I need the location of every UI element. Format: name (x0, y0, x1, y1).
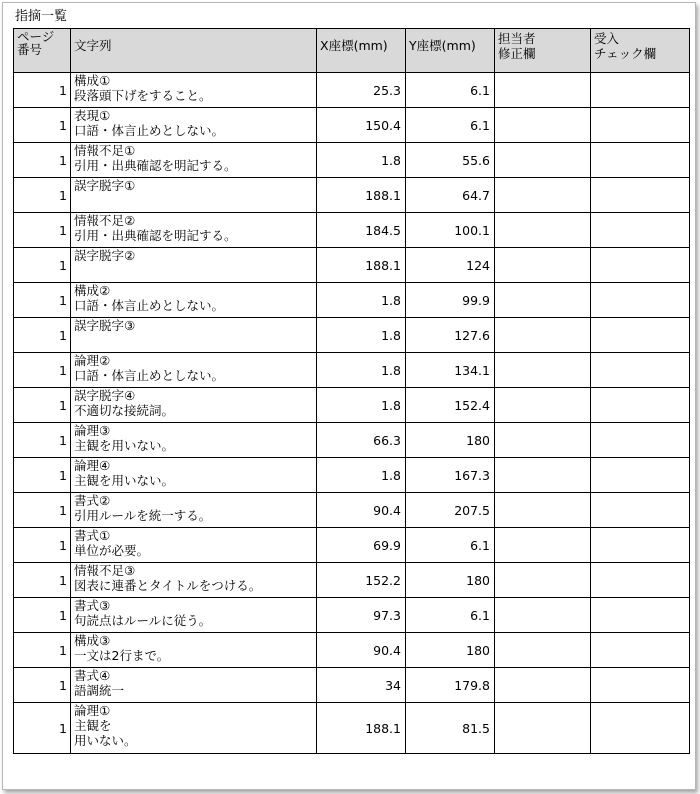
table-row (14, 528, 690, 563)
person-fix-cell[interactable] (495, 248, 591, 283)
receive-check-cell[interactable] (591, 213, 690, 248)
header-page-number: ページ 番号 (14, 29, 71, 73)
person-fix-cell[interactable] (495, 633, 591, 668)
page-number-cell: 1 (14, 528, 71, 563)
y-coordinate-cell: 81.5 (406, 703, 495, 754)
person-fix-cell[interactable] (495, 283, 591, 318)
x-coordinate-cell: 1.8 (317, 283, 406, 318)
text-cell (71, 73, 317, 108)
table-row (14, 213, 690, 248)
x-coordinate-cell: 184.5 (317, 213, 406, 248)
receive-check-cell[interactable] (591, 318, 690, 353)
person-fix-cell[interactable] (495, 528, 591, 563)
text-line: 書式③ (74, 598, 111, 613)
receive-check-cell[interactable] (591, 248, 690, 283)
table-row (14, 493, 690, 528)
table-row (14, 458, 690, 493)
person-fix-cell[interactable] (495, 108, 591, 143)
text-line: 情報不足① (74, 143, 136, 158)
text-cell (71, 318, 317, 353)
text-line: 引用・出典確認を明記する。 (74, 228, 237, 243)
text-line: 論理③ (74, 423, 111, 438)
table-row (14, 423, 690, 458)
person-fix-cell[interactable] (495, 493, 591, 528)
x-coordinate-cell: 1.8 (317, 353, 406, 388)
text-line: 単位が必要。 (74, 543, 150, 558)
text-line: 主観を用いない。 (74, 438, 175, 453)
text-line: 語調統一 (74, 683, 125, 698)
issue-list-sheet (2, 2, 696, 790)
text-cell (71, 458, 317, 493)
person-fix-cell[interactable] (495, 318, 591, 353)
x-coordinate-cell: 188.1 (317, 248, 406, 283)
person-fix-cell[interactable] (495, 213, 591, 248)
page-number-cell: 1 (14, 353, 71, 388)
table-row (14, 598, 690, 633)
table-row (14, 633, 690, 668)
person-fix-cell[interactable] (495, 388, 591, 423)
page-number-cell: 1 (14, 318, 71, 353)
text-line: 口語・体言止めとしない。 (74, 368, 225, 383)
text-line: 論理② (74, 353, 111, 368)
text-cell (71, 493, 317, 528)
text-line: 情報不足③ (74, 563, 136, 578)
sheet-title: 指摘一覧 (15, 9, 68, 24)
text-line: 構成③ (74, 633, 111, 648)
x-coordinate-cell: 1.8 (317, 388, 406, 423)
table-row (14, 178, 690, 213)
text-line: 書式④ (74, 668, 111, 683)
text-line: 誤字脱字② (74, 248, 136, 263)
y-coordinate-cell: 55.6 (406, 143, 495, 178)
text-cell (71, 388, 317, 423)
table-row (14, 248, 690, 283)
page-number-cell: 1 (14, 388, 71, 423)
receive-check-cell[interactable] (591, 73, 690, 108)
receive-check-cell[interactable] (591, 668, 690, 703)
page-number-cell: 1 (14, 248, 71, 283)
text-line: 引用ルールを統一する。 (74, 508, 212, 523)
text-cell (71, 108, 317, 143)
header-x: X座標(mm) (317, 29, 406, 73)
text-cell (71, 423, 317, 458)
y-coordinate-cell: 179.8 (406, 668, 495, 703)
y-coordinate-cell: 6.1 (406, 73, 495, 108)
text-line: 構成② (74, 283, 111, 298)
y-coordinate-cell: 134.1 (406, 353, 495, 388)
text-cell (71, 143, 317, 178)
receive-check-cell[interactable] (591, 633, 690, 668)
page-number-cell: 1 (14, 178, 71, 213)
text-line: 不適切な接続詞。 (74, 403, 175, 418)
receive-check-cell[interactable] (591, 598, 690, 633)
header-row (14, 29, 690, 73)
header-person-fix: 担当者 修正欄 (495, 29, 591, 73)
text-line: 引用・出典確認を明記する。 (74, 158, 237, 173)
text-line: 一文は2行まで。 (74, 648, 170, 663)
text-cell (71, 213, 317, 248)
text-cell (71, 353, 317, 388)
page-number-cell: 1 (14, 108, 71, 143)
page-number-cell: 1 (14, 598, 71, 633)
person-fix-cell[interactable] (495, 703, 591, 754)
person-fix-cell[interactable] (495, 458, 591, 493)
table-row (14, 668, 690, 703)
table-row (14, 73, 690, 108)
person-fix-cell[interactable] (495, 598, 591, 633)
text-line: 主観を (74, 718, 112, 733)
page-number-cell: 1 (14, 283, 71, 318)
header-text: 文字列 (71, 29, 317, 73)
text-cell (71, 178, 317, 213)
y-coordinate-cell: 167.3 (406, 458, 495, 493)
x-coordinate-cell: 90.4 (317, 633, 406, 668)
page-number-cell: 1 (14, 703, 71, 754)
y-coordinate-cell: 99.9 (406, 283, 495, 318)
y-coordinate-cell: 207.5 (406, 493, 495, 528)
page-number-cell: 1 (14, 633, 71, 668)
person-fix-cell[interactable] (495, 353, 591, 388)
page-number-cell: 1 (14, 668, 71, 703)
page-number-cell: 1 (14, 458, 71, 493)
x-coordinate-cell: 150.4 (317, 108, 406, 143)
text-line: 口語・体言止めとしない。 (74, 123, 225, 138)
page-number-cell: 1 (14, 73, 71, 108)
table-row (14, 318, 690, 353)
text-line: 論理① (74, 703, 111, 718)
page-number-cell: 1 (14, 143, 71, 178)
y-coordinate-cell: 180 (406, 423, 495, 458)
text-line: 論理④ (74, 458, 111, 473)
text-line: 段落頭下げをすること。 (74, 88, 212, 103)
x-coordinate-cell: 1.8 (317, 458, 406, 493)
x-coordinate-cell: 152.2 (317, 563, 406, 598)
x-coordinate-cell: 25.3 (317, 73, 406, 108)
text-line: 情報不足② (74, 213, 136, 228)
person-fix-cell[interactable] (495, 178, 591, 213)
x-coordinate-cell: 1.8 (317, 143, 406, 178)
receive-check-cell[interactable] (591, 493, 690, 528)
y-coordinate-cell: 6.1 (406, 528, 495, 563)
x-coordinate-cell: 188.1 (317, 703, 406, 754)
receive-check-cell[interactable] (591, 353, 690, 388)
header-y: Y座標(mm) (406, 29, 495, 73)
x-coordinate-cell: 1.8 (317, 318, 406, 353)
text-cell (71, 598, 317, 633)
receive-check-cell[interactable] (591, 283, 690, 318)
text-cell (71, 248, 317, 283)
y-coordinate-cell: 180 (406, 633, 495, 668)
text-cell (71, 668, 317, 703)
y-coordinate-cell: 100.1 (406, 213, 495, 248)
text-line: 用いない。 (74, 733, 137, 748)
text-line: 誤字脱字④ (74, 388, 136, 403)
x-coordinate-cell: 97.3 (317, 598, 406, 633)
person-fix-cell[interactable] (495, 73, 591, 108)
issue-table (13, 28, 690, 754)
text-line: 主観を用いない。 (74, 473, 175, 488)
text-cell (71, 703, 317, 754)
x-coordinate-cell: 90.4 (317, 493, 406, 528)
table-row (14, 703, 690, 754)
header-receive-check: 受入 チェック欄 (591, 29, 690, 73)
person-fix-cell[interactable] (495, 563, 591, 598)
text-cell (71, 283, 317, 318)
y-coordinate-cell: 124 (406, 248, 495, 283)
y-coordinate-cell: 6.1 (406, 598, 495, 633)
text-cell (71, 563, 317, 598)
text-line: 口語・体言止めとしない。 (74, 298, 225, 313)
text-line: 句読点はルールに従う。 (74, 613, 212, 628)
x-coordinate-cell: 69.9 (317, 528, 406, 563)
table-row (14, 563, 690, 598)
text-line: 書式② (74, 493, 111, 508)
table-row (14, 353, 690, 388)
receive-check-cell[interactable] (591, 388, 690, 423)
y-coordinate-cell: 152.4 (406, 388, 495, 423)
receive-check-cell[interactable] (591, 143, 690, 178)
text-cell (71, 528, 317, 563)
issue-rows (14, 73, 690, 754)
page-number-cell: 1 (14, 493, 71, 528)
text-line: 誤字脱字① (74, 178, 136, 193)
receive-check-cell[interactable] (591, 703, 690, 754)
x-coordinate-cell: 34 (317, 668, 406, 703)
text-cell (71, 633, 317, 668)
person-fix-cell[interactable] (495, 143, 591, 178)
y-coordinate-cell: 64.7 (406, 178, 495, 213)
text-line: 誤字脱字③ (74, 318, 136, 333)
table-row (14, 388, 690, 423)
text-line: 構成① (74, 73, 111, 88)
receive-check-cell[interactable] (591, 563, 690, 598)
y-coordinate-cell: 6.1 (406, 108, 495, 143)
text-line: 表現① (74, 108, 111, 123)
page-number-cell: 1 (14, 563, 71, 598)
x-coordinate-cell: 188.1 (317, 178, 406, 213)
person-fix-cell[interactable] (495, 668, 591, 703)
x-coordinate-cell: 66.3 (317, 423, 406, 458)
receive-check-cell[interactable] (591, 108, 690, 143)
person-fix-cell[interactable] (495, 423, 591, 458)
text-line: 書式① (74, 528, 111, 543)
page-number-cell: 1 (14, 423, 71, 458)
y-coordinate-cell: 180 (406, 563, 495, 598)
receive-check-cell[interactable] (591, 178, 690, 213)
table-row (14, 283, 690, 318)
receive-check-cell[interactable] (591, 423, 690, 458)
table-row (14, 108, 690, 143)
receive-check-cell[interactable] (591, 528, 690, 563)
table-row (14, 143, 690, 178)
page-number-cell: 1 (14, 213, 71, 248)
y-coordinate-cell: 127.6 (406, 318, 495, 353)
text-line: 図表に連番とタイトルをつける。 (74, 578, 262, 593)
receive-check-cell[interactable] (591, 458, 690, 493)
